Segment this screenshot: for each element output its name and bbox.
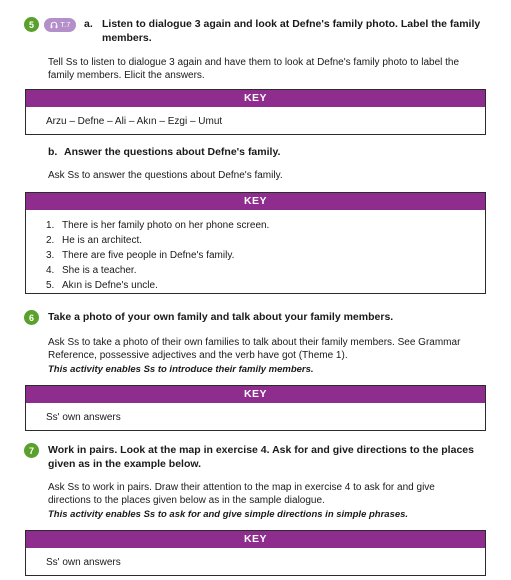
exercise-number-7: 7 (24, 443, 39, 458)
key-answer-7: Ss' own answers (46, 557, 121, 568)
exercise-number-5: 5 (24, 17, 39, 32)
key-answer-6: Ss' own answers (46, 412, 121, 423)
exercise-5a-instruction-line-2: members. (102, 32, 152, 44)
exercise-7-teacher-line-2: directions to the places given below as in the sample dialogue. (48, 495, 325, 506)
key-header-5a: KEY (26, 90, 485, 107)
audio-track-label: T.7 (60, 21, 71, 29)
exercise-number-6: 6 (24, 310, 39, 325)
exercise-6-teacher-note (48, 336, 498, 362)
exercise-5a-teacher-note (48, 56, 498, 82)
exercise-5a-letter: a. (84, 18, 93, 30)
exercise-6-aim: This activity enables Ss to introduce their family members. (48, 364, 314, 375)
list-item: 1. There is her family photo on her phone screen. (46, 220, 270, 231)
exercise-7-teacher-line-1: Ask Ss to work in pairs. Draw their attention to the map in exercise 4 to ask for and give (48, 482, 435, 493)
key-box-7 (25, 530, 486, 576)
key-box-5b (25, 192, 486, 294)
exercise-6-teacher-line-1: Ask Ss to take a photo of their own families to talk about their family members. See Grammar (48, 337, 461, 348)
exercise-6-teacher-line-2: Reference, possessive adjectives and the verb have got (Theme 1). (48, 350, 348, 361)
key-box-5a (25, 89, 486, 135)
exercise-5b-letter: b. (48, 146, 58, 158)
key-answer-list-5b (46, 218, 465, 293)
exercise-5a-instruction-line-1: Listen to dialogue 3 again and look at Defne's family photo. Label the family (102, 18, 481, 30)
key-header-5b: KEY (26, 193, 485, 210)
key-answer-5a: Arzu – Defne – Ali – Akın – Ezgi – Umut (46, 116, 223, 127)
audio-track-badge[interactable] (44, 18, 76, 32)
exercise-6-instruction: Take a photo of your own family and talk about your family members. (48, 311, 394, 323)
exercise-5a-teacher-line-2: family members. Elicit the answers. (48, 70, 205, 81)
list-item: 2. He is an architect. (46, 235, 143, 246)
headphones-icon (50, 21, 58, 29)
key-header-7: KEY (26, 531, 485, 548)
exercise-5b-teacher-note: Ask Ss to answer the questions about Defne's family. (48, 170, 283, 181)
exercise-7-instruction-line-1: Work in pairs. Look at the map in exercise 4. Ask for and give directions to the places (48, 444, 474, 456)
key-box-6 (25, 385, 486, 431)
exercise-5a-teacher-line-1: Tell Ss to listen to dialogue 3 again and have them to look at Defne's family photo to label the (48, 57, 460, 68)
exercise-7-aim: This activity enables Ss to ask for and give simple directions in simple phrases. (48, 509, 409, 520)
list-item: 4. She is a teacher. (46, 265, 137, 276)
exercise-7-instruction-line-2: given as in the example below. (48, 458, 202, 470)
exercise-7-instruction (48, 443, 498, 471)
exercise-7-teacher-note (48, 481, 498, 507)
list-item: 3. There are five people in Defne's family. (46, 250, 235, 261)
list-item: 5. Akın is Defne's uncle. (46, 280, 158, 291)
exercise-5b-instruction: Answer the questions about Defne's family. (64, 146, 281, 158)
key-header-6: KEY (26, 386, 485, 403)
exercise-5a-instruction (102, 17, 497, 45)
